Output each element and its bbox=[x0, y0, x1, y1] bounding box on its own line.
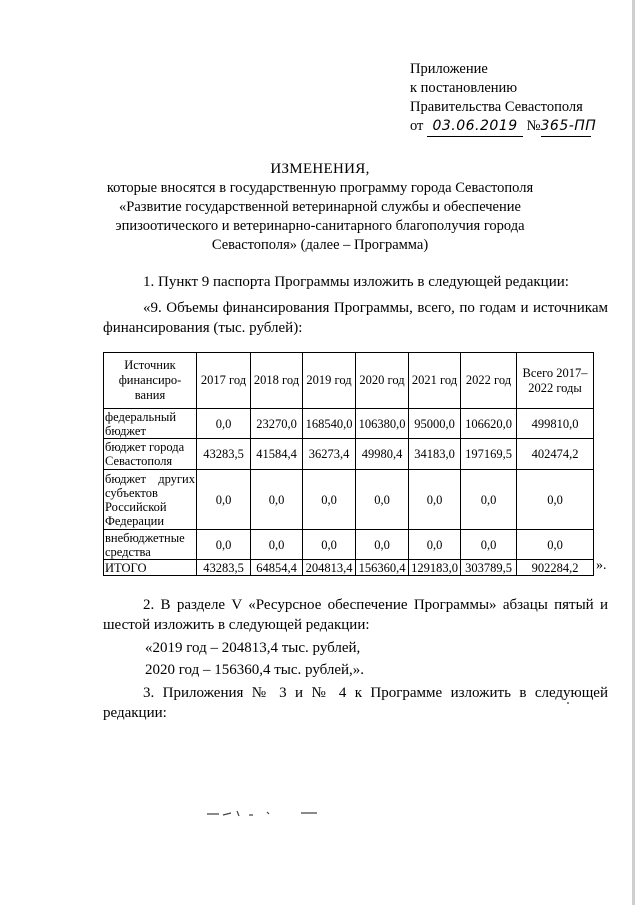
cell-value: 95000,0 bbox=[409, 409, 461, 439]
header-2019: 2019 год bbox=[303, 353, 356, 409]
document-title bbox=[100, 160, 540, 255]
header-2020: 2020 год bbox=[356, 353, 409, 409]
closing-quote: ». bbox=[596, 558, 607, 573]
header-2021: 2021 год bbox=[409, 353, 461, 409]
cell-value: 0,0 bbox=[303, 470, 356, 530]
cell-source: ИТОГО bbox=[104, 560, 197, 576]
table-row bbox=[104, 470, 594, 530]
cell-value: 43283,5 bbox=[197, 560, 251, 576]
cell-total: 902284,2 bbox=[517, 560, 594, 576]
appendix-line-2: к постановлению bbox=[410, 80, 518, 96]
cell-value: 0,0 bbox=[251, 530, 303, 560]
cell-value: 0,0 bbox=[197, 470, 251, 530]
title-line-4: Севастополя» (далее – Программа) bbox=[211, 237, 429, 253]
header-2022: 2022 год bbox=[461, 353, 517, 409]
handwritten-date: 03.06.2019 bbox=[427, 117, 523, 137]
header-source: Источник финансиро-вания bbox=[104, 353, 197, 409]
date-prefix: от bbox=[410, 118, 424, 134]
cell-value: 168540,0 bbox=[303, 409, 356, 439]
cell-source: внебюджетные средства bbox=[104, 530, 197, 560]
paragraph-4: «2019 год – 204813,4 тыс. рублей, bbox=[145, 640, 361, 656]
cell-total: 499810,0 bbox=[517, 409, 594, 439]
cell-value: 106620,0 bbox=[461, 409, 517, 439]
cell-value: 0,0 bbox=[303, 530, 356, 560]
cell-value: 0,0 bbox=[197, 409, 251, 439]
title-line-3: эпизоотического и ветеринарно-санитарного благополучия города bbox=[115, 218, 525, 234]
cell-value: 156360,4 bbox=[356, 560, 409, 576]
cell-value: 0,0 bbox=[409, 530, 461, 560]
cell-value: 204813,4 bbox=[303, 560, 356, 576]
cell-value: 0,0 bbox=[461, 470, 517, 530]
appendix-block bbox=[410, 60, 597, 137]
cell-value: 23270,0 bbox=[251, 409, 303, 439]
cell-value: 0,0 bbox=[251, 470, 303, 530]
appendix-line-3: Правительства Севастополя bbox=[410, 99, 583, 115]
cell-value: 106380,0 bbox=[356, 409, 409, 439]
cell-value: 0,0 bbox=[461, 530, 517, 560]
paragraph-1: 1. Пункт 9 паспорта Программы изложить в следующей редакции: bbox=[143, 274, 569, 290]
table-row bbox=[104, 409, 594, 439]
cell-source: бюджет других субъектов Российской Федерации bbox=[105, 471, 195, 528]
number-prefix: № bbox=[526, 118, 541, 134]
cell-source: федеральный бюджет bbox=[104, 409, 197, 439]
paragraph-6: 3. Приложения № 3 и № 4 к Программе изложить в следующей редакции: bbox=[103, 685, 608, 721]
paragraph-5: 2020 год – 156360,4 тыс. рублей,». bbox=[145, 662, 365, 678]
cell-value: 0,0 bbox=[356, 470, 409, 530]
cell-value: 0,0 bbox=[356, 530, 409, 560]
appendix-line-1: Приложение bbox=[410, 61, 488, 77]
cell-total: 402474,2 bbox=[517, 439, 594, 470]
title-heading: ИЗМЕНЕНИЯ, bbox=[270, 161, 370, 177]
cell-value: 0,0 bbox=[197, 530, 251, 560]
header-2018: 2018 год bbox=[251, 353, 303, 409]
appendix-date-line bbox=[410, 117, 597, 137]
scan-dot bbox=[567, 702, 569, 704]
header-2017: 2017 год bbox=[197, 353, 251, 409]
cell-total: 0,0 bbox=[517, 530, 594, 560]
cell-value: 303789,5 bbox=[461, 560, 517, 576]
cell-value: 49980,4 bbox=[356, 439, 409, 470]
financing-table bbox=[103, 352, 594, 576]
table-row bbox=[104, 439, 594, 470]
cell-value: 34183,0 bbox=[409, 439, 461, 470]
title-line-2: «Развитие государственной ветеринарной службы и обеспечение bbox=[119, 199, 521, 215]
cell-value: 0,0 bbox=[409, 470, 461, 530]
title-line-1: которые вносятся в государственную программу города Севастополя bbox=[106, 180, 534, 196]
cell-value: 41584,4 bbox=[251, 439, 303, 470]
paragraph-3: 2. В разделе V «Ресурсное обеспечение Программы» абзацы пятый и шестой изложить в следующей редакции: bbox=[103, 597, 608, 633]
cell-total: 0,0 bbox=[517, 470, 594, 530]
table-total-row bbox=[104, 560, 594, 576]
header-total: Всего 2017–2022 годы bbox=[517, 353, 594, 409]
cell-value: 129183,0 bbox=[409, 560, 461, 576]
table-header-row bbox=[104, 353, 594, 409]
cell-value: 43283,5 bbox=[197, 439, 251, 470]
paragraph-2: «9. Объемы финансирования Программы, всего, по годам и источникам финансирования (тыс. рублей): bbox=[103, 300, 608, 336]
cell-value: 197169,5 bbox=[461, 439, 517, 470]
cell-source: бюджет города Севастополя bbox=[104, 439, 197, 470]
cell-value: 36273,4 bbox=[303, 439, 356, 470]
handwritten-number: 365-ПП bbox=[541, 117, 591, 137]
table-row bbox=[104, 530, 594, 560]
scan-artifact-marks bbox=[205, 806, 325, 820]
cell-value: 64854,4 bbox=[251, 560, 303, 576]
